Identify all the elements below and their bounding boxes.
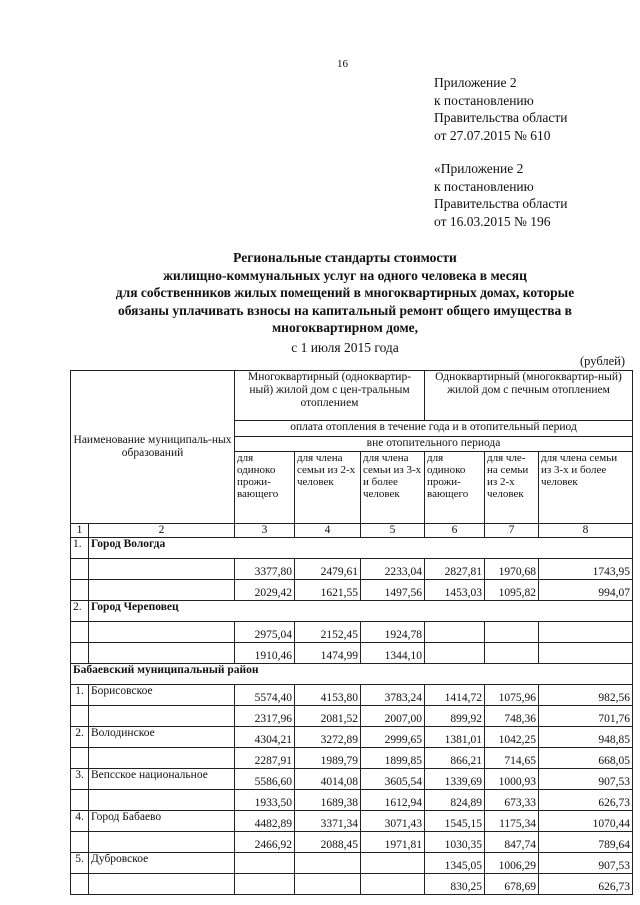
table-body <box>71 538 633 895</box>
col-number: 4 <box>295 524 361 538</box>
value-cell: 2317,96 <box>235 706 295 727</box>
value-cell: 701,76 <box>539 706 633 727</box>
value-cell: 824,89 <box>425 790 485 811</box>
appendix-block-current <box>434 74 567 144</box>
table-row <box>71 748 633 769</box>
units-label: (рублей) <box>580 354 626 368</box>
value-cell: 2088,45 <box>295 832 361 853</box>
effective-date: с 1 июля 2015 года <box>291 340 399 355</box>
value-cell: 907,53 <box>539 853 633 874</box>
value-cell: 2479,61 <box>295 559 361 580</box>
table-row <box>71 811 633 832</box>
header-member-2-stove: для чле-на семьи из 2-х человек <box>485 452 539 524</box>
value-cell: 4304,21 <box>235 727 295 748</box>
settlement-name: Город Бабаево <box>89 811 235 832</box>
value-cell <box>425 643 485 664</box>
value-cell: 1910,46 <box>235 643 295 664</box>
value-cell <box>295 874 361 895</box>
row-number: 2. <box>71 727 89 748</box>
table-row <box>71 601 633 622</box>
value-cell: 1344,10 <box>361 643 425 664</box>
empty-cell <box>89 706 235 727</box>
value-cell: 830,25 <box>425 874 485 895</box>
value-cell: 899,92 <box>425 706 485 727</box>
table-row <box>71 580 633 601</box>
value-cell: 2287,91 <box>235 748 295 769</box>
value-cell: 1971,81 <box>361 832 425 853</box>
col-number: 2 <box>89 524 235 538</box>
value-cell: 2152,45 <box>295 622 361 643</box>
value-cell: 4482,89 <box>235 811 295 832</box>
value-cell: 673,33 <box>485 790 539 811</box>
table-row <box>71 727 633 748</box>
value-cell: 4153,80 <box>295 685 361 706</box>
value-cell: 2233,04 <box>361 559 425 580</box>
value-cell: 3371,34 <box>295 811 361 832</box>
value-cell: 2081,52 <box>295 706 361 727</box>
value-cell: 907,53 <box>539 769 633 790</box>
table-row <box>71 790 633 811</box>
empty-cell <box>71 622 89 643</box>
value-cell: 626,73 <box>539 874 633 895</box>
value-cell: 1000,93 <box>485 769 539 790</box>
value-cell: 1899,85 <box>361 748 425 769</box>
municipality-name: Город Череповец <box>89 601 633 622</box>
empty-cell <box>71 580 89 601</box>
header-heating-year-round: оплата отопления в течение года и в отопительный период <box>235 421 633 437</box>
value-cell: 1970,68 <box>485 559 539 580</box>
table-row <box>71 559 633 580</box>
standards-table <box>70 370 633 895</box>
settlement-name: Борисовское <box>89 685 235 706</box>
empty-cell <box>89 643 235 664</box>
value-cell: 4014,08 <box>295 769 361 790</box>
row-number: 2. <box>71 601 89 622</box>
col-number: 5 <box>361 524 425 538</box>
header-single: для одиноко прожи-вающего <box>235 452 295 524</box>
value-cell: 2999,65 <box>361 727 425 748</box>
value-cell: 1689,38 <box>295 790 361 811</box>
value-cell: 1070,44 <box>539 811 633 832</box>
value-cell: 1345,05 <box>425 853 485 874</box>
empty-cell <box>71 643 89 664</box>
value-cell: 3605,54 <box>361 769 425 790</box>
appendix-line: от 27.07.2015 № 610 <box>434 127 551 143</box>
value-cell: 748,36 <box>485 706 539 727</box>
value-cell: 1006,29 <box>485 853 539 874</box>
header-member-2: для члена семьи из 2-х человек <box>295 452 361 524</box>
value-cell <box>425 622 485 643</box>
row-number: 4. <box>71 811 89 832</box>
header-member-3: для члена семьи из 3-х и более человек <box>361 452 425 524</box>
title-line: Региональные стандарты стоимости <box>233 250 457 265</box>
document-title <box>70 249 620 337</box>
value-cell: 5586,60 <box>235 769 295 790</box>
empty-cell <box>89 790 235 811</box>
value-cell: 1933,50 <box>235 790 295 811</box>
value-cell: 982,56 <box>539 685 633 706</box>
value-cell: 668,05 <box>539 748 633 769</box>
value-cell: 1075,96 <box>485 685 539 706</box>
table-row <box>71 685 633 706</box>
empty-cell <box>89 580 235 601</box>
empty-cell <box>89 622 235 643</box>
empty-cell <box>89 559 235 580</box>
value-cell: 3783,24 <box>361 685 425 706</box>
appendix-line: «Приложение 2 <box>434 161 524 176</box>
empty-cell <box>71 790 89 811</box>
value-cell <box>539 622 633 643</box>
settlement-name: Вепсское национальное <box>89 769 235 790</box>
value-cell: 1042,25 <box>485 727 539 748</box>
value-cell: 3272,89 <box>295 727 361 748</box>
value-cell: 1095,82 <box>485 580 539 601</box>
header-outside-heating: вне отопительного периода <box>235 437 633 452</box>
col-number: 8 <box>539 524 633 538</box>
value-cell: 2029,42 <box>235 580 295 601</box>
empty-cell <box>89 832 235 853</box>
value-cell: 1743,95 <box>539 559 633 580</box>
value-cell: 1175,34 <box>485 811 539 832</box>
appendix-line: Правительства области <box>434 110 568 125</box>
value-cell <box>539 643 633 664</box>
value-cell: 1339,69 <box>425 769 485 790</box>
appendix-line: к постановлению <box>434 178 534 194</box>
col-number: 7 <box>485 524 539 538</box>
value-cell: 3377,80 <box>235 559 295 580</box>
appendix-block-previous <box>434 160 567 230</box>
empty-cell <box>71 874 89 895</box>
value-cell: 1414,72 <box>425 685 485 706</box>
value-cell <box>485 622 539 643</box>
header-municipality: Наименование муниципаль-ных образований <box>71 371 235 524</box>
table-row <box>71 664 633 685</box>
table-row <box>71 832 633 853</box>
empty-cell <box>89 748 235 769</box>
value-cell: 948,85 <box>539 727 633 748</box>
appendix-line: от 16.03.2015 № 196 <box>434 213 551 229</box>
table-row <box>71 622 633 643</box>
col-number: 3 <box>235 524 295 538</box>
header-single-stove: для одиноко прожи-вающего <box>425 452 485 524</box>
empty-cell <box>71 559 89 580</box>
value-cell: 1497,56 <box>361 580 425 601</box>
value-cell: 866,21 <box>425 748 485 769</box>
value-cell: 1381,01 <box>425 727 485 748</box>
value-cell: 1030,35 <box>425 832 485 853</box>
settlement-name: Володинское <box>89 727 235 748</box>
value-cell <box>295 853 361 874</box>
table-row <box>71 853 633 874</box>
appendix-line: Приложение 2 <box>434 75 517 90</box>
value-cell <box>235 853 295 874</box>
header-central-heating: Многоквартирный (одноквартир-ный) жилой дом с цен-тральным отоплением <box>235 371 425 421</box>
header-stove-heating: Одноквартирный (многоквартир-ный) жилой дом с печным отоплением <box>425 371 633 421</box>
title-line: обязаны уплачивать взносы на капитальный ремонт общего имущества в <box>118 302 572 318</box>
header-member-3-stove: для члена семьи из 3-х и более человек <box>539 452 633 524</box>
district-name: Бабаевский муниципальный район <box>71 664 633 685</box>
row-number: 3. <box>71 769 89 790</box>
value-cell: 2975,04 <box>235 622 295 643</box>
table-row <box>71 769 633 790</box>
value-cell: 714,65 <box>485 748 539 769</box>
title-line: для собственников жилых помещений в многоквартирных домах, которые <box>115 285 575 300</box>
value-cell: 1924,78 <box>361 622 425 643</box>
settlement-name: Дубровское <box>89 853 235 874</box>
value-cell: 3071,43 <box>361 811 425 832</box>
value-cell: 2466,92 <box>235 832 295 853</box>
value-cell: 1453,03 <box>425 580 485 601</box>
value-cell <box>485 643 539 664</box>
value-cell: 2827,81 <box>425 559 485 580</box>
table-row <box>71 538 633 559</box>
value-cell: 1612,94 <box>361 790 425 811</box>
municipality-name: Город Вологда <box>89 538 633 559</box>
value-cell: 847,74 <box>485 832 539 853</box>
value-cell: 678,69 <box>485 874 539 895</box>
table-row <box>71 706 633 727</box>
col-number: 6 <box>425 524 485 538</box>
empty-cell <box>71 748 89 769</box>
table-row <box>71 874 633 895</box>
value-cell: 1545,15 <box>425 811 485 832</box>
title-line: многоквартирном доме, <box>271 320 419 335</box>
empty-cell <box>71 832 89 853</box>
empty-cell <box>89 874 235 895</box>
col-number: 1 <box>71 524 89 538</box>
row-number: 1. <box>71 685 89 706</box>
value-cell <box>235 874 295 895</box>
value-cell: 1621,55 <box>295 580 361 601</box>
value-cell: 1989,79 <box>295 748 361 769</box>
row-number: 5. <box>71 853 89 874</box>
value-cell: 5574,40 <box>235 685 295 706</box>
title-line: жилищно-коммунальных услуг на одного человека в месяц <box>163 267 527 283</box>
value-cell: 2007,00 <box>361 706 425 727</box>
page-number: 16 <box>337 58 348 70</box>
value-cell <box>361 874 425 895</box>
value-cell <box>361 853 425 874</box>
table-row <box>71 643 633 664</box>
row-number: 1. <box>71 538 89 559</box>
appendix-line: к постановлению <box>434 92 534 108</box>
value-cell: 994,07 <box>539 580 633 601</box>
value-cell: 626,73 <box>539 790 633 811</box>
appendix-line: Правительства области <box>434 196 568 211</box>
empty-cell <box>71 706 89 727</box>
value-cell: 789,64 <box>539 832 633 853</box>
value-cell: 1474,99 <box>295 643 361 664</box>
